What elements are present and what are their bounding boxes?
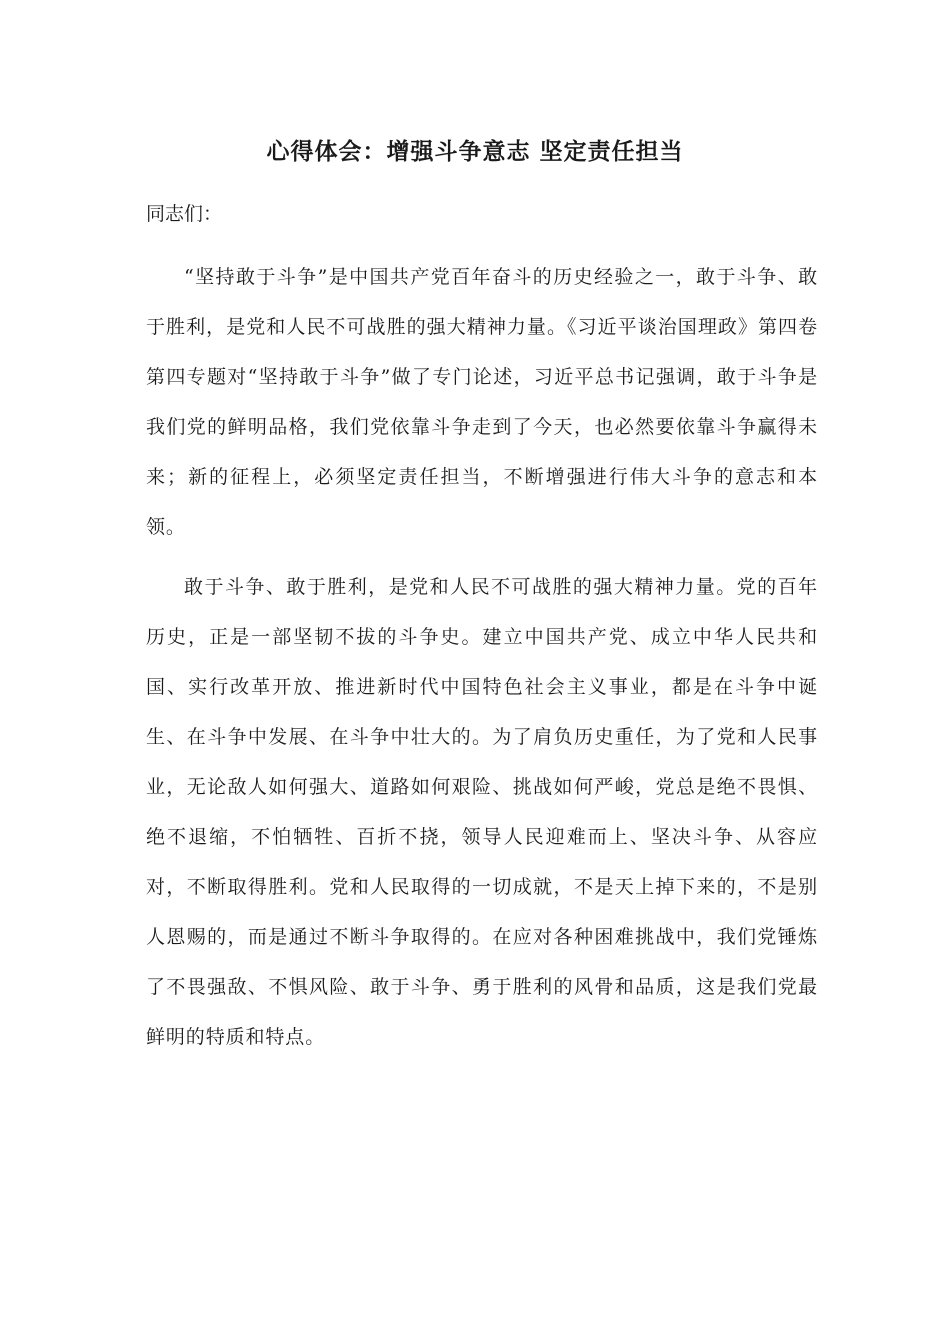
paragraph-1: “坚持敢于斗争”是中国共产党百年奋斗的历史经验之一，敢于斗争、敢于胜利，是党和人民不可战胜的强大精神力量。《习近平谈治国理政》第四卷第四专题对“坚持敢于斗争”做了专门论述，习近平总书记强调，敢于斗争是我们党的鲜明品格，我们党依靠斗争走到了今天，也必然要依靠斗争赢得未来；新的征程上，必须坚定责任担当，不断增强进行伟大斗争的意志和本领。 (146, 266, 818, 538)
paragraph-2: 敢于斗争、敢于胜利，是党和人民不可战胜的强大精神力量。党的百年历史，正是一部坚韧不拔的斗争史。建立中国共产党、成立中华人民共和国、实行改革开放、推进新时代中国特色社会主义事业，都是在斗争中诞生、在斗争中发展、在斗争中壮大的。为了肩负历史重任，为了党和人民事业，无论敌人如何强大、道路如何艰险、挑战如何严峻，党总是绝不畏惧、绝不退缩，不怕牺牲、百折不挠，领导人民迎难而上、坚决斗争、从容应对，不断取得胜利。党和人民取得的一切成就，不是天上掉下来的，不是别人恩赐的，而是通过不断斗争取得的。在应对各种困难挑战中，我们党锤炼了不畏强敌、不惧风险、敢于斗争、勇于胜利的风骨和品质，这是我们党最鲜明的特质和特点。 (146, 576, 818, 1048)
document-title: 心得体会：增强斗争意志 坚定责任担当 (266, 138, 684, 165)
salutation: 同志们： (146, 203, 223, 225)
